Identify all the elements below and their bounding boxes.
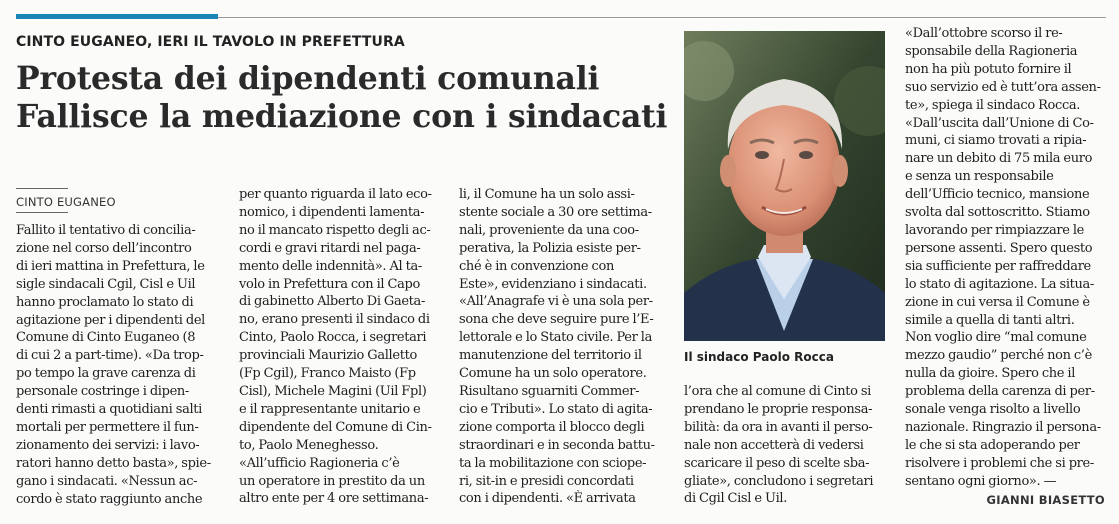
article-column-1 <box>16 222 226 509</box>
article-line: un operatore in prestito da un <box>239 473 425 489</box>
article-line: risolvere i problemi che si pre- <box>905 455 1094 471</box>
article-line: e senza un responsabile <box>905 169 1054 185</box>
article-line: ratori hanno detto basta», spie- <box>16 455 211 471</box>
article-line: te», spiega il sindaco Rocca. <box>905 97 1081 113</box>
article-line: nulla da gioire. Spero che il <box>905 366 1076 382</box>
article-line: nale non accetterà di vedersi <box>684 437 864 453</box>
article-line: sponsabile della Ragioneria <box>905 43 1078 59</box>
article-line: bilità: da ora in avanti il perso- <box>684 419 873 435</box>
article-line: mezzo gaudio” perché non c’è <box>905 348 1092 364</box>
article-line: po tempo la grave carenza di <box>16 366 196 382</box>
article-line: suo servizio ed è tutt’ora assen- <box>905 79 1101 95</box>
article-line: Cisl), Michele Magini (Uil Fpl) <box>239 383 427 399</box>
article-line: Comune di Cinto Euganeo (8 <box>16 330 196 346</box>
article-line: zionamento dei servizi: i lavo- <box>16 437 200 453</box>
article-line: per quanto riguarda il lato eco- <box>239 187 432 202</box>
article-line: zione comporta il blocco degli <box>459 419 645 435</box>
dateline: CINTO EUGANEO <box>16 195 116 209</box>
article-line: ché è in convenzione con <box>459 258 614 274</box>
article-line: to, Paolo Meneghesso. <box>239 437 379 453</box>
article-line: sigle sindacali Cgil, Cisl e Uil <box>16 276 196 292</box>
article-line: di cui 2 a part-time). «Da trop- <box>16 348 204 364</box>
article-line: «Dall’uscita dall’Unione di Co- <box>905 115 1094 131</box>
article-column-5 <box>905 25 1108 491</box>
top-divider <box>218 17 1106 18</box>
article-line: lo stato di agitazione. La situa- <box>905 276 1094 292</box>
article-line: zione in cui versa il Comune è <box>905 294 1090 310</box>
article-line: di ieri mattina in Prefettura, le <box>16 258 205 274</box>
dateline-rule-top <box>16 188 68 189</box>
article-line: sia sufficiente per raffreddare <box>905 258 1091 274</box>
author-signature: GIANNI BIASETTO <box>986 493 1105 507</box>
article-line: zione nel corso dell’incontro <box>16 240 192 256</box>
article-line: cio e Tributi». Lo stato di agita- <box>459 401 653 417</box>
article-line: lettorale e lo Stato civile. Per la <box>459 330 652 346</box>
article-line: sona che deve seguire pure l’E- <box>459 312 654 328</box>
article-line: scaricare il peso di scelte sba- <box>684 455 870 471</box>
article-line: l’ora che al comune di Cinto si <box>684 384 871 399</box>
article-line: di gabinetto Alberto Di Gaeta- <box>239 294 426 310</box>
article-line: Risultano sguarniti Commer- <box>459 383 640 399</box>
dateline-rule-bottom <box>16 212 68 213</box>
article-line: con i dipendenti. «È arrivata <box>459 491 636 507</box>
section-accent-bar <box>16 14 218 19</box>
article-line: Non voglio dire “mal comune <box>905 330 1087 346</box>
article-line: ri, sit-in e presidi concordati <box>459 473 634 489</box>
article-line: e il rappresentante unitario e <box>239 401 421 417</box>
article-line: li, il Comune ha un solo assi- <box>459 187 635 202</box>
article-line: Fallito il tentativo di concilia- <box>16 223 196 238</box>
article-line: sonale venga risolto a livello <box>905 402 1081 418</box>
article-line: persone assenti. Spero questo <box>905 240 1093 256</box>
article-line: straordinari e in seconda battu- <box>459 437 655 453</box>
article-line: nali, proveniente da una coo- <box>459 222 639 238</box>
article-line: simile a quella di tanti altri. <box>905 312 1075 328</box>
article-line: nare un debito di 75 mila euro <box>905 151 1093 167</box>
article-line: mento delle indennità». Al ta- <box>239 258 422 274</box>
article-line: perativa, la Polizia esiste per- <box>459 240 641 256</box>
article-line: volo in Prefettura con il Capo <box>239 276 420 292</box>
article-line: svolta dal sottoscritto. Stiamo <box>905 205 1090 221</box>
article-line: cordo è stato raggiunto anche <box>16 491 203 507</box>
mayor-photo <box>684 31 885 341</box>
article-line: mortali per permettere il fun- <box>16 419 199 435</box>
article-line: agitazione per i dipendenti del <box>16 312 205 328</box>
article-line: altro ente per 4 ore settimana- <box>239 491 429 507</box>
article-column-4 <box>684 383 884 508</box>
article-line: provinciali Maurizio Galletto <box>239 348 417 364</box>
photo-caption: Il sindaco Paolo Rocca <box>684 350 834 364</box>
article-line: gano i sindacati. «Nessun ac- <box>16 473 198 489</box>
article-line: problema della carenza di per- <box>905 384 1095 400</box>
article-line: hanno proclamato lo stato di <box>16 294 194 310</box>
article-column-3 <box>459 186 670 508</box>
headline-line-2: Fallisce la mediazione con i sindacati <box>16 98 668 135</box>
article-line: sentano ogni giorno». — <box>905 473 1057 489</box>
article-line: Comune ha un solo operatore. <box>459 366 647 382</box>
article-line: Cinto, Paolo Rocca, i segretari <box>239 330 427 346</box>
article-line: dell’Ufficio tecnico, mansione <box>905 187 1090 203</box>
article-line: le che si sta adoperando per <box>905 437 1080 453</box>
article-line: cordi e gravi ritardi nel paga- <box>239 240 421 256</box>
article-line: gliate», concludono i segretari <box>684 473 874 489</box>
article-line: stente sociale a 30 ore settima- <box>459 204 652 220</box>
article-column-2 <box>239 186 447 508</box>
article-line: muni, ci siamo trovati a ripia- <box>905 133 1087 149</box>
article-line: «Dall’ottobre scorso il re- <box>905 26 1063 41</box>
article-line: nomico, i dipendenti lamenta- <box>239 204 425 220</box>
article-line: no, erano presenti il sindaco di <box>239 312 430 328</box>
article-line: denti rimasti a quotidiani salti <box>16 402 202 418</box>
article-line: dipendente del Comune di Cin- <box>239 419 432 435</box>
article-line: no il mancato rispetto degli ac- <box>239 222 431 238</box>
article-line: «All’Anagrafe vi è una sola per- <box>459 294 653 310</box>
article-line: Este», evidenziano i sindacati. <box>459 276 647 292</box>
article-line: «All’ufficio Ragioneria c’è <box>239 455 400 471</box>
article-line: non ha più potuto fornire il <box>905 61 1072 77</box>
kicker: CINTO EUGANEO, IERI IL TAVOLO IN PREFETTURA <box>16 34 405 50</box>
headline-line-1: Protesta dei dipendenti comunali <box>16 60 600 97</box>
article-line: (Fp Cgil), Franco Maisto (Fp <box>239 366 416 382</box>
article-line: manutenzione del territorio il <box>459 348 642 364</box>
article-line: personale costringe i dipen- <box>16 384 189 400</box>
article-line: lavorando per rimpiazzare le <box>905 222 1085 238</box>
article-line: nazionale. Ringrazio il persona- <box>905 419 1101 435</box>
article-line: ta la mobilitazione con sciope- <box>459 455 647 471</box>
headline <box>16 60 686 136</box>
article-line: prendano le proprie responsa- <box>684 401 873 417</box>
article-line: di Cgil Cisl e Uil. <box>684 491 787 507</box>
